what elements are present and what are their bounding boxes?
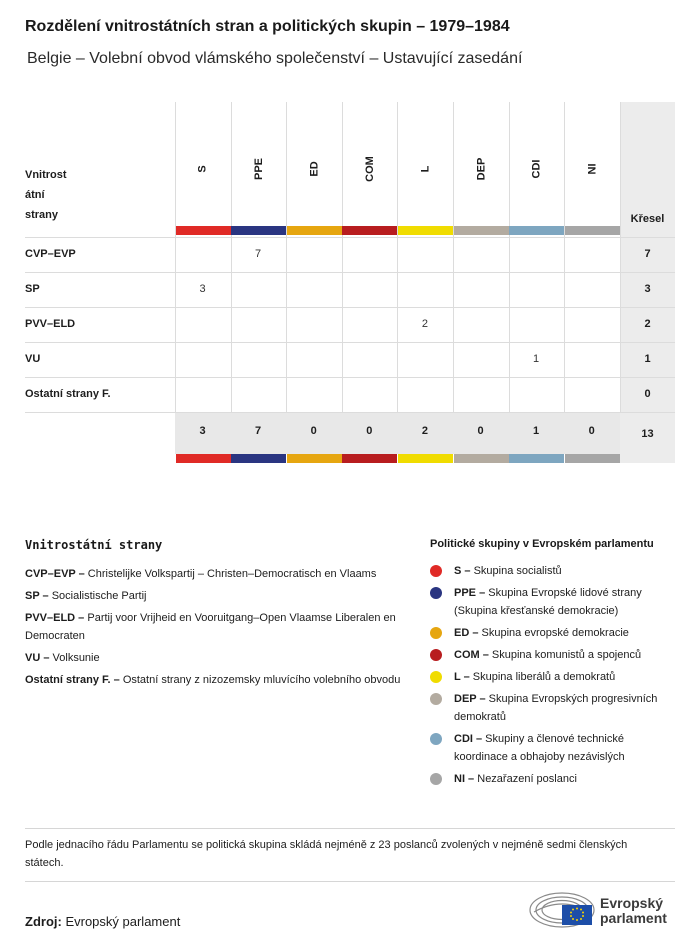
color-bar-cdi bbox=[509, 226, 564, 235]
seats-cell: 0 bbox=[644, 388, 651, 400]
color-dot-icon bbox=[430, 627, 442, 639]
total-cell: 0 bbox=[366, 425, 373, 437]
row-divider bbox=[25, 342, 675, 343]
group-label-ni: NI bbox=[586, 163, 599, 175]
rules-note: Podle jednacího řádu Parlamentu se politická skupina skládá nejméně z 23 poslanců zvolených v nejméně sedmi členských státech. bbox=[25, 839, 628, 869]
table-cell: 1 bbox=[533, 353, 540, 365]
color-bar-s bbox=[176, 454, 231, 463]
total-cell: 0 bbox=[477, 425, 484, 437]
group-legend-item: PPE – Skupina Evropské lidové strany (Skupina křesťanské demokracie) bbox=[430, 584, 680, 620]
seats-cell: 1 bbox=[644, 353, 651, 365]
total-cell: 1 bbox=[533, 425, 540, 437]
national-parties-legend bbox=[25, 538, 410, 693]
page-title: Rozdělení vnitrostátních stran a politických skupin – 1979–1984 bbox=[25, 18, 510, 35]
color-dot-icon bbox=[430, 565, 442, 577]
total-cell: 7 bbox=[255, 425, 262, 437]
party-label: CVP–EVP bbox=[25, 248, 76, 260]
group-legend-item: S – Skupina socialistů bbox=[430, 562, 680, 580]
grid-line bbox=[286, 102, 287, 412]
color-bar-s bbox=[176, 226, 231, 235]
national-legend-item: SP – Socialistische Partij bbox=[25, 590, 147, 602]
color-bar-ed bbox=[287, 454, 342, 463]
row-divider bbox=[25, 412, 675, 413]
row-divider bbox=[25, 272, 675, 273]
national-legend-item: VU – Volksunie bbox=[25, 652, 100, 664]
color-bar-cdi bbox=[509, 454, 564, 463]
color-bar-dep bbox=[454, 454, 509, 463]
group-legend-item: COM – Skupina komunistů a spojenců bbox=[430, 646, 680, 664]
color-bar-l bbox=[398, 454, 453, 463]
table-cell: 3 bbox=[199, 283, 206, 295]
grid-line bbox=[175, 102, 176, 412]
total-cell: 0 bbox=[588, 425, 595, 437]
logo-wordmark: Evropský parlament bbox=[600, 895, 667, 926]
grid-line bbox=[509, 102, 510, 412]
group-label-l: L bbox=[419, 165, 432, 173]
national-legend-item: Ostatní strany F. – Ostatní strany z nizozemsky mluvícího volebního obvodu bbox=[25, 674, 401, 686]
national-legend-heading: Vnitrostátní strany bbox=[25, 538, 163, 552]
color-dot-icon bbox=[430, 671, 442, 683]
total-cell: 3 bbox=[199, 425, 206, 437]
group-label-cdi: CDI bbox=[530, 159, 543, 179]
group-legend-item: NI – Nezařazení poslanci bbox=[430, 770, 680, 788]
group-label-ed: ED bbox=[308, 161, 321, 177]
row-divider bbox=[25, 237, 675, 238]
grid-line bbox=[342, 102, 343, 412]
grid-line bbox=[397, 102, 398, 412]
groups-legend-heading: Politické skupiny v Evropském parlamentu bbox=[430, 538, 654, 550]
source-value: Evropský parlament bbox=[61, 914, 181, 929]
seats-cell: 3 bbox=[644, 283, 651, 295]
group-label-ppe: PPE bbox=[252, 157, 265, 181]
table-cell: 2 bbox=[421, 318, 428, 330]
color-bar-ni bbox=[565, 454, 620, 463]
distribution-table bbox=[25, 102, 675, 463]
national-parties-header: Vnitrost átní strany bbox=[25, 169, 67, 221]
group-legend-item: ED – Skupina evropské demokracie bbox=[430, 624, 680, 642]
grid-line bbox=[564, 102, 565, 412]
color-bar-dep bbox=[454, 226, 509, 235]
total-seats-cell: 13 bbox=[641, 428, 654, 440]
row-divider bbox=[25, 377, 675, 378]
group-legend-item: CDI – Skupiny a členové technické koordinace a obhajoby nezávislých bbox=[430, 730, 680, 766]
total-cell: 2 bbox=[421, 425, 428, 437]
group-label-s: S bbox=[197, 165, 209, 173]
group-label-dep: DEP bbox=[475, 157, 487, 181]
divider bbox=[25, 828, 675, 829]
color-bar-ed bbox=[287, 226, 342, 235]
source-label: Zdroj: bbox=[25, 914, 62, 929]
party-label: Ostatní strany F. bbox=[25, 388, 111, 400]
color-dot-icon bbox=[430, 693, 442, 705]
color-bar-ni bbox=[565, 226, 620, 235]
page-subtitle: Belgie – Volební obvod vlámského společenství – Ustavující zasedání bbox=[27, 50, 523, 67]
seats-cell: 2 bbox=[644, 318, 651, 330]
row-divider bbox=[25, 307, 675, 308]
grid-line bbox=[453, 102, 454, 412]
party-label: PVV–ELD bbox=[25, 318, 76, 330]
color-dot-icon bbox=[430, 649, 442, 661]
divider bbox=[25, 881, 675, 882]
source-line bbox=[25, 914, 180, 929]
color-bar-com bbox=[342, 226, 397, 235]
national-legend-item: CVP–EVP – Christelijke Volkspartij – Christen–Democratisch en Vlaams bbox=[25, 568, 377, 580]
color-dot-icon bbox=[430, 733, 442, 745]
group-label-com: COM bbox=[363, 156, 376, 182]
national-legend-item: PVV–ELD – Partij voor Vrijheid en Vooruitgang–Open Vlaamse Liberalen en Democraten bbox=[25, 612, 396, 642]
color-bar-l bbox=[398, 226, 453, 235]
color-bar-ppe bbox=[231, 226, 286, 235]
color-bar-com bbox=[342, 454, 397, 463]
color-bar-ppe bbox=[231, 454, 286, 463]
color-dot-icon bbox=[430, 773, 442, 785]
party-label: SP bbox=[25, 283, 40, 295]
group-legend-item: L – Skupina liberálů a demokratů bbox=[430, 668, 680, 686]
total-cell: 0 bbox=[310, 425, 317, 437]
seats-header: Křesel bbox=[630, 213, 665, 225]
political-groups-legend bbox=[430, 538, 680, 792]
color-dot-icon bbox=[430, 587, 442, 599]
seats-cell: 7 bbox=[644, 248, 651, 260]
table-cell: 7 bbox=[255, 248, 262, 260]
party-label: VU bbox=[25, 353, 41, 365]
group-legend-item: DEP – Skupina Evropských progresivních demokratů bbox=[430, 690, 680, 726]
